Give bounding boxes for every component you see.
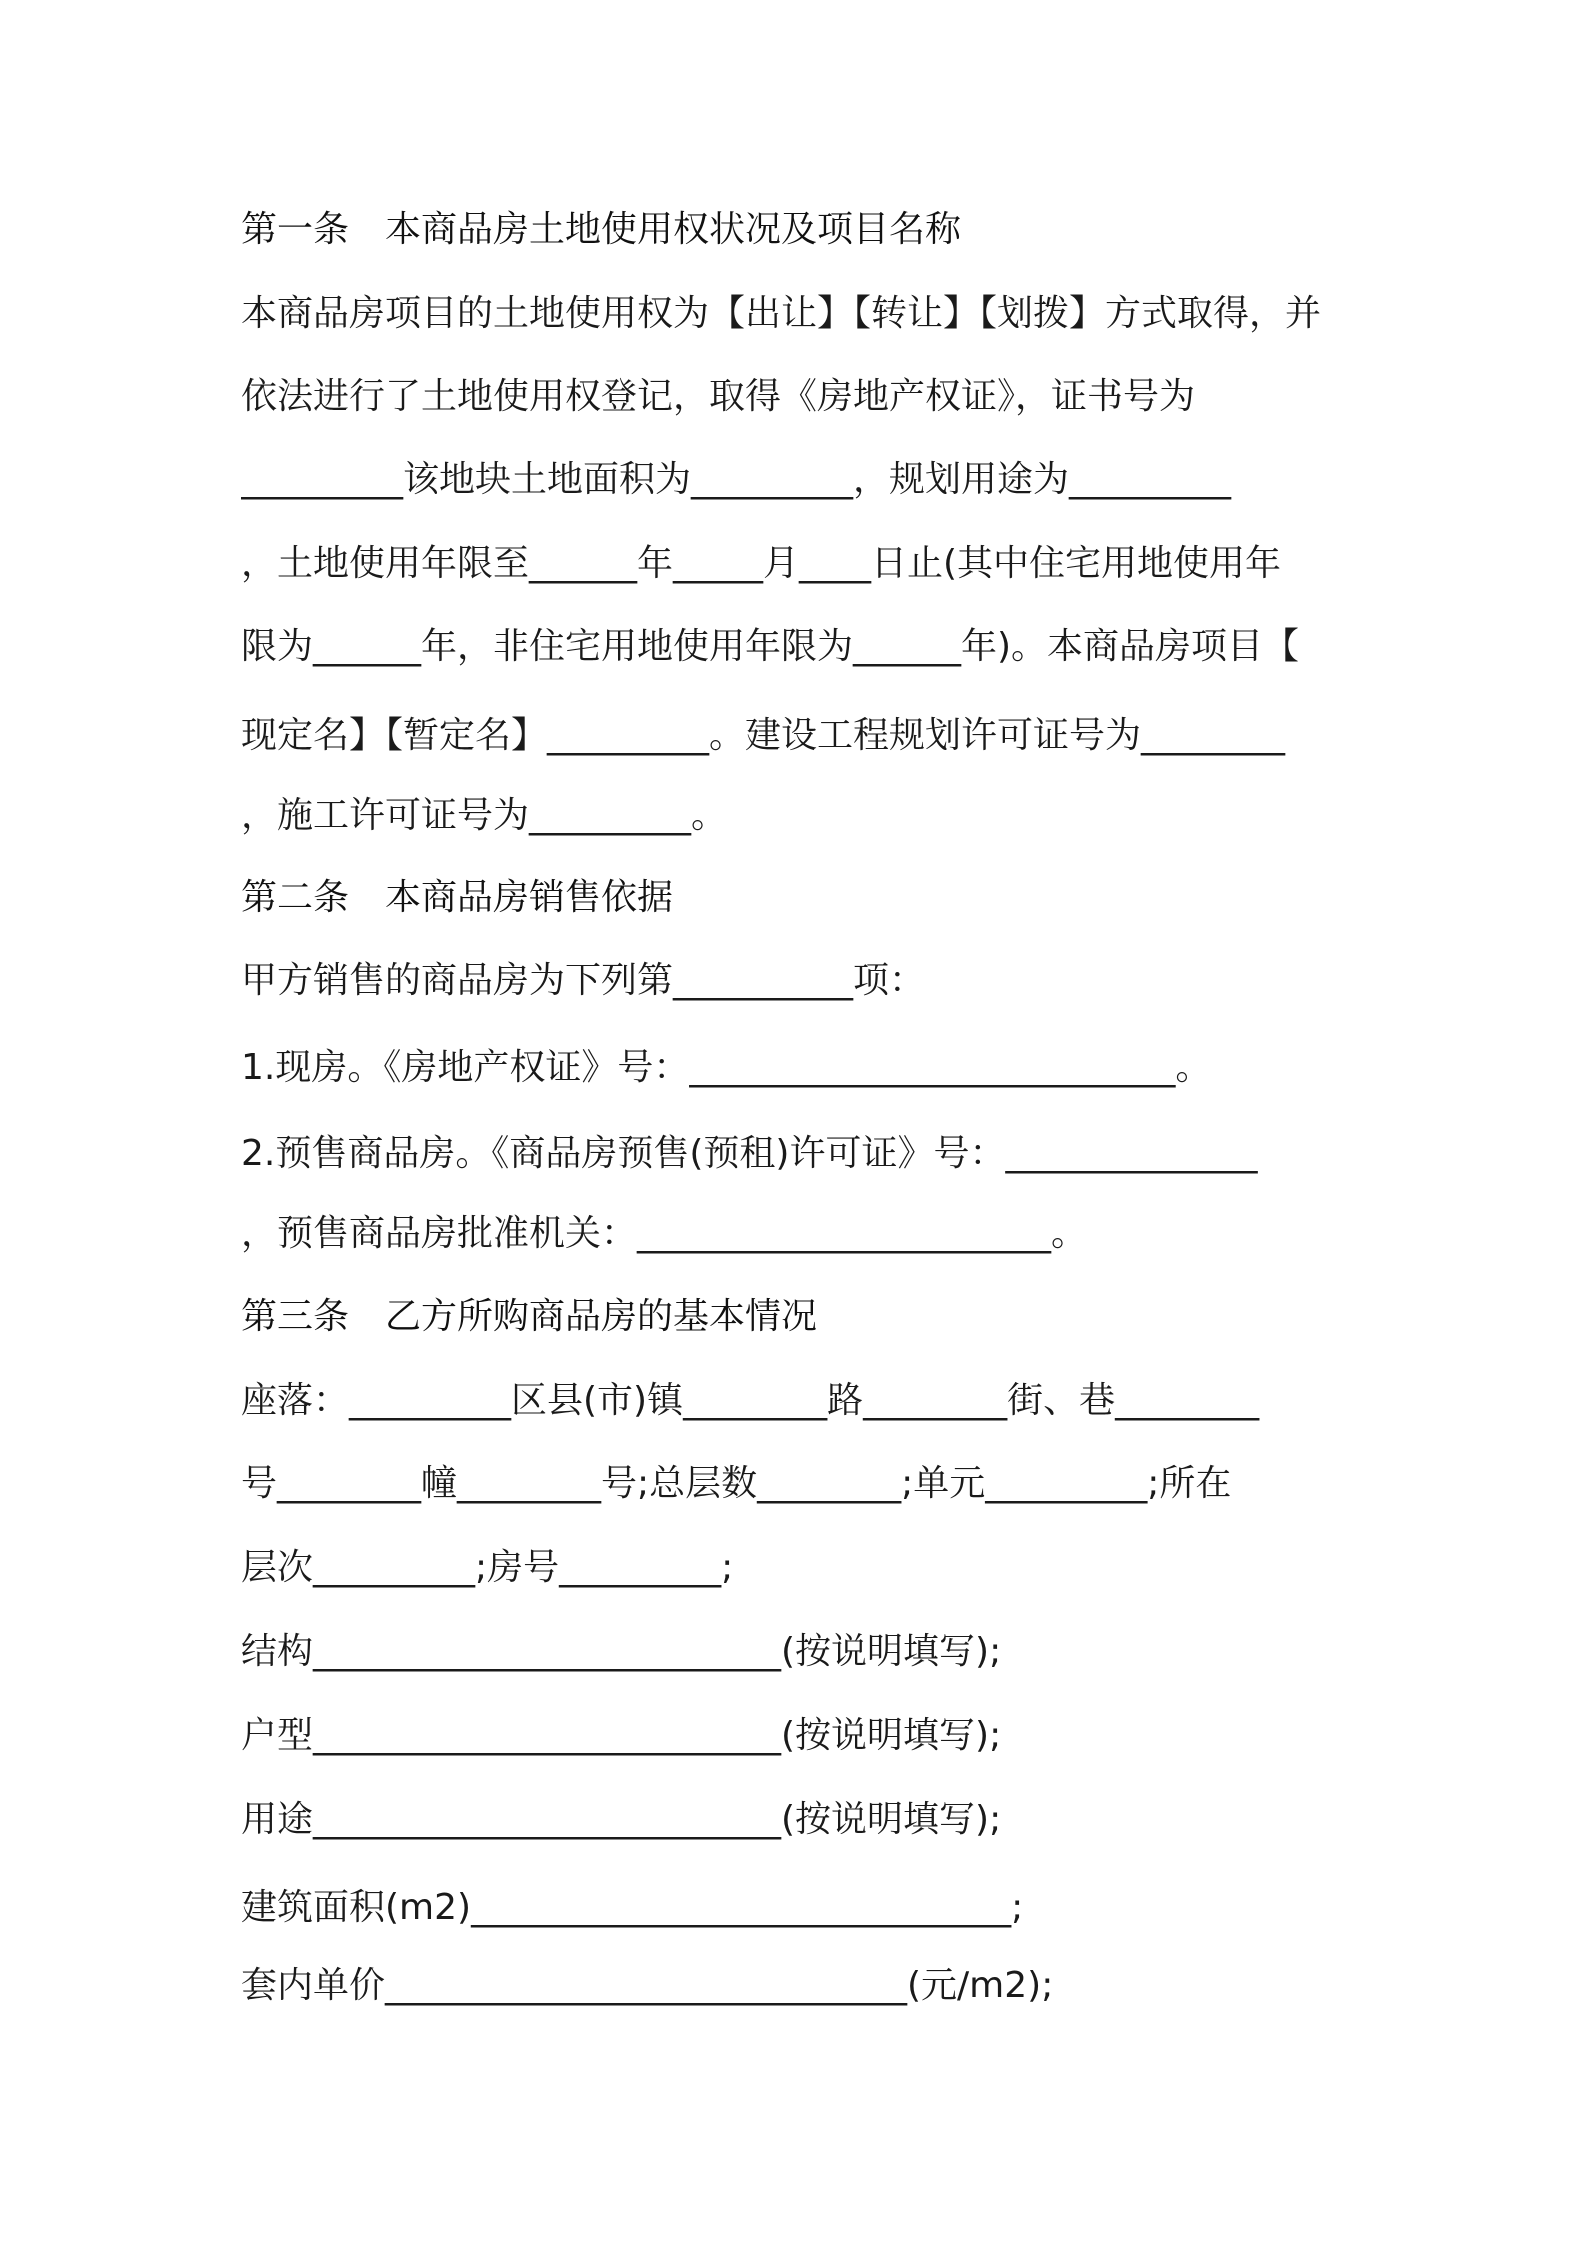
article-1-text-line-2: 依法进行了土地使用权登记，取得《房地产权证》，证书号为	[241, 376, 1196, 417]
article-3-heading: 第三条 乙方所购商品房的基本情况	[241, 1296, 818, 1337]
article-2-item-1: 1.现房。《房地产权证》号：___________________________。	[241, 1047, 1212, 1088]
article-3-usage-line: 用途__________________________(按说明填写);	[241, 1799, 1002, 1840]
article-3-unit-price-line: 套内单价_____________________________(元/m2);	[241, 1965, 1054, 2006]
article-1-text-line-7: ，施工许可证号为_________。	[241, 795, 728, 836]
article-3-layout-line: 户型__________________________(按说明填写);	[241, 1715, 1002, 1756]
article-1-text-line-1: 本商品房项目的土地使用权为【出让】【转让】【划拨】方式取得，并	[241, 293, 1322, 334]
article-1-heading: 第一条 本商品房土地使用权状况及项目名称	[241, 209, 962, 250]
article-1-text-line-6: 现定名】【暂定名】_________。建设工程规划许可证号为________	[241, 715, 1286, 756]
article-3-location-line-1: 座落：_________区县(市)镇________路________街、巷________	[241, 1380, 1260, 1421]
article-1-text-line-3: _________该地块土地面积为_________，规划用途为_________	[241, 459, 1232, 500]
article-1-text-line-4: ，土地使用年限至______年_____月____日止(其中住宅用地使用年	[241, 543, 1282, 584]
article-3-location-line-2: 号________幢________号;总层数________;单元_________;所在	[241, 1463, 1232, 1504]
article-3-floor-area-line: 建筑面积(m2)______________________________;	[241, 1887, 1024, 1928]
article-2-heading: 第二条 本商品房销售依据	[241, 877, 674, 918]
article-3-floor-room-line: 层次_________;房号_________;	[241, 1547, 734, 1588]
article-2-item-2-continued: ，预售商品房批准机关：_______________________。	[241, 1213, 1088, 1254]
article-3-structure-line: 结构__________________________(按说明填写);	[241, 1631, 1002, 1672]
article-2-item-2: 2.预售商品房。《商品房预售(预租)许可证》号：______________	[241, 1133, 1258, 1174]
article-1-text-line-5: 限为______年，非住宅用地使用年限为______年)。本商品房项目【	[241, 626, 1300, 667]
article-2-text-line-1: 甲方销售的商品房为下列第__________项：	[241, 960, 926, 1001]
